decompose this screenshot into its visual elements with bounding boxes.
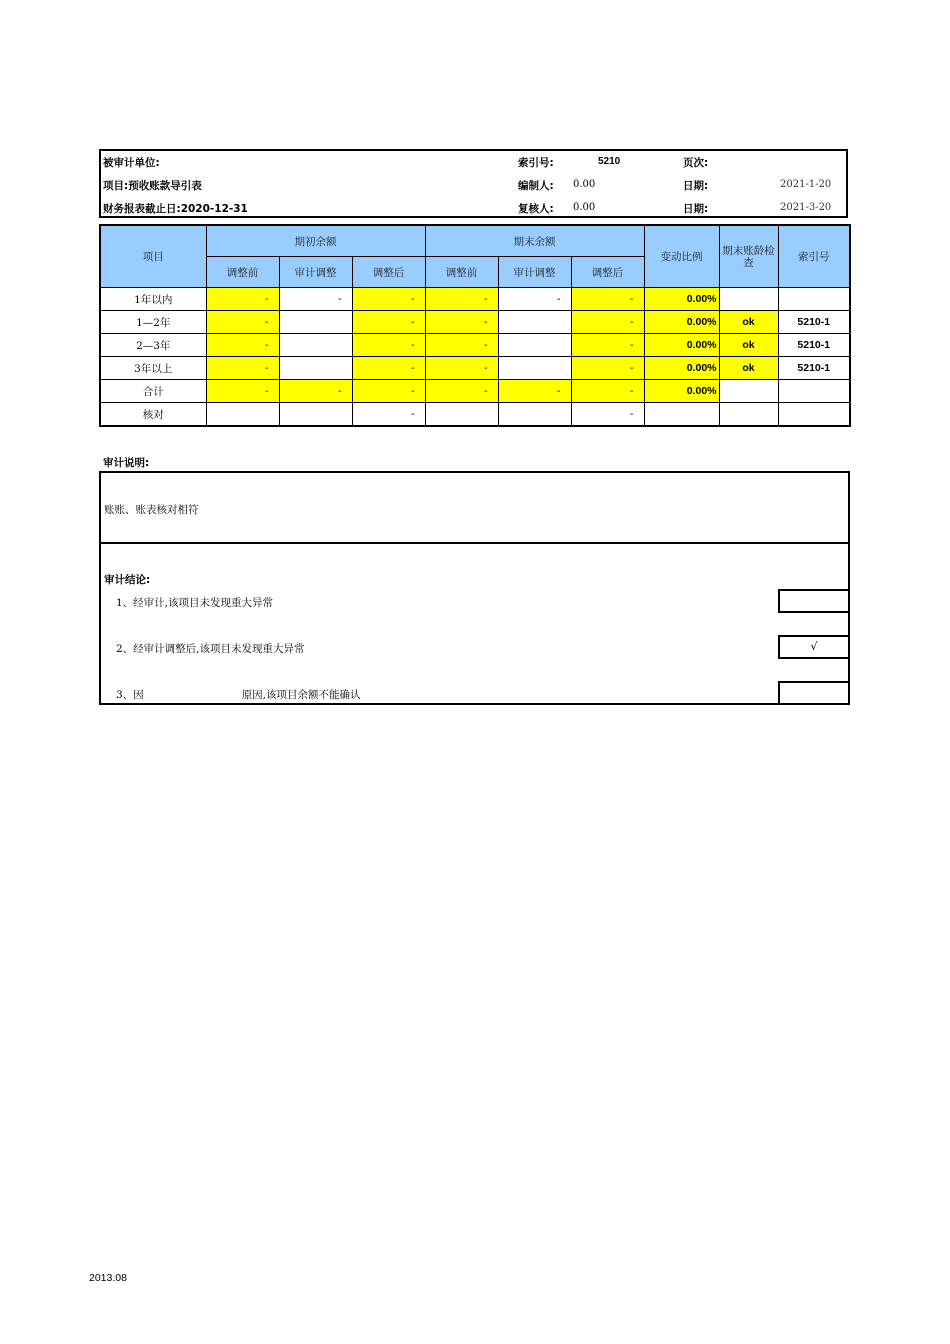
cell-begin-before: - bbox=[206, 311, 279, 334]
cell-begin-before: - bbox=[206, 334, 279, 357]
conclusion-2-checkbox[interactable]: √ bbox=[778, 635, 850, 659]
sub-after-end: 调整后 bbox=[571, 257, 644, 288]
header-change-ratio: 变动比例 bbox=[644, 225, 719, 288]
row-item: 1—2年 bbox=[100, 311, 206, 334]
sub-before-end: 调整前 bbox=[425, 257, 498, 288]
cell-end-audit bbox=[498, 403, 571, 427]
header-aging-check: 期末账龄检查 bbox=[719, 225, 778, 288]
cell-begin-after: - bbox=[352, 288, 425, 311]
conclusion-1-checkbox[interactable] bbox=[778, 589, 850, 613]
cell-end-before: - bbox=[425, 334, 498, 357]
cell-aging: ok bbox=[719, 334, 778, 357]
report-header bbox=[99, 149, 848, 218]
conclusion-3-prefix: 3、因 bbox=[116, 689, 144, 701]
header-index: 索引号 bbox=[778, 225, 850, 288]
sub-audit-end: 审计调整 bbox=[498, 257, 571, 288]
cell-aging bbox=[719, 288, 778, 311]
audit-notes-box bbox=[99, 471, 850, 705]
conclusion-3-suffix: 原因,该项目余额不能确认 bbox=[241, 689, 361, 701]
cell-change: 0.00% bbox=[644, 311, 719, 334]
cell-aging bbox=[719, 380, 778, 403]
table-row bbox=[100, 311, 850, 334]
cell-end-audit bbox=[498, 357, 571, 380]
cell-end-audit: - bbox=[498, 380, 571, 403]
cell-end-before bbox=[425, 403, 498, 427]
conclusion-3-checkbox[interactable] bbox=[778, 681, 850, 705]
audit-conclusion-title: 审计结论: bbox=[104, 574, 151, 586]
cell-end-after: - bbox=[571, 311, 644, 334]
cell-begin-audit bbox=[279, 403, 352, 427]
audited-unit-label: 被审计单位: bbox=[103, 157, 160, 169]
audit-notes-title: 审计说明: bbox=[103, 457, 150, 469]
footer-version: 2013.08 bbox=[89, 1272, 127, 1284]
conclusion-1: 1、经审计,该项目未发现重大异常 bbox=[116, 597, 274, 609]
cell-aging bbox=[719, 403, 778, 427]
cell-begin-after: - bbox=[352, 403, 425, 427]
page-label: 页次: bbox=[683, 157, 709, 169]
date-value-2: 2021-3-20 bbox=[780, 202, 832, 213]
date-label-2: 日期: bbox=[683, 203, 709, 215]
cell-change: 0.00% bbox=[644, 334, 719, 357]
cell-end-after: - bbox=[571, 357, 644, 380]
conclusion-2: 2、经审计调整后,该项目未发现重大异常 bbox=[116, 643, 305, 655]
row-item: 2—3年 bbox=[100, 334, 206, 357]
header-item: 项目 bbox=[100, 225, 206, 288]
reviewed-label: 复核人: bbox=[518, 203, 554, 215]
cell-begin-audit bbox=[279, 334, 352, 357]
sub-after-begin: 调整后 bbox=[352, 257, 425, 288]
cell-aging: ok bbox=[719, 311, 778, 334]
cell-change: 0.00% bbox=[644, 288, 719, 311]
row-item: 1年以内 bbox=[100, 288, 206, 311]
cell-begin-audit bbox=[279, 357, 352, 380]
header-opening-balance: 期初余额 bbox=[206, 225, 425, 257]
cell-end-before: - bbox=[425, 380, 498, 403]
table-row bbox=[100, 357, 850, 380]
cell-end-before: - bbox=[425, 288, 498, 311]
date-label-1: 日期: bbox=[683, 180, 709, 192]
cell-end-before: - bbox=[425, 357, 498, 380]
cell-change: 0.00% bbox=[644, 380, 719, 403]
cell-end-after: - bbox=[571, 288, 644, 311]
period-label: 财务报表截止日:2020-12-31 bbox=[103, 203, 248, 215]
cell-change bbox=[644, 403, 719, 427]
cell-begin-before bbox=[206, 403, 279, 427]
cell-begin-before: - bbox=[206, 288, 279, 311]
date-value-1: 2021-1-20 bbox=[780, 179, 832, 190]
cell-index: 5210-1 bbox=[778, 334, 850, 357]
cell-end-after: - bbox=[571, 380, 644, 403]
cell-begin-after: - bbox=[352, 334, 425, 357]
row-item: 合计 bbox=[100, 380, 206, 403]
cell-end-after: - bbox=[571, 334, 644, 357]
sub-before-begin: 调整前 bbox=[206, 257, 279, 288]
cell-end-audit bbox=[498, 334, 571, 357]
reviewed-value: 0.00 bbox=[573, 202, 596, 213]
table-row bbox=[100, 334, 850, 357]
header-closing-balance: 期末余额 bbox=[425, 225, 644, 257]
cell-end-audit: - bbox=[498, 288, 571, 311]
cell-change: 0.00% bbox=[644, 357, 719, 380]
cell-end-before: - bbox=[425, 311, 498, 334]
project-label: 项目:预收账款导引表 bbox=[103, 180, 202, 192]
cell-begin-audit: - bbox=[279, 288, 352, 311]
conclusion-3 bbox=[116, 687, 361, 702]
cell-end-audit bbox=[498, 311, 571, 334]
cell-index bbox=[778, 380, 850, 403]
table-row-check bbox=[100, 403, 850, 427]
row-item: 3年以上 bbox=[100, 357, 206, 380]
notes-divider bbox=[101, 542, 848, 544]
cell-index bbox=[778, 288, 850, 311]
cell-begin-audit: - bbox=[279, 380, 352, 403]
sub-audit-begin: 审计调整 bbox=[279, 257, 352, 288]
cell-begin-after: - bbox=[352, 357, 425, 380]
index-label: 索引号: bbox=[518, 157, 554, 169]
guide-table bbox=[99, 224, 851, 427]
audit-notes-text: 账账、账表核对相符 bbox=[104, 504, 199, 516]
cell-end-after: - bbox=[571, 403, 644, 427]
cell-index: 5210-1 bbox=[778, 311, 850, 334]
table-row-total bbox=[100, 380, 850, 403]
cell-begin-before: - bbox=[206, 380, 279, 403]
table-row bbox=[100, 288, 850, 311]
cell-begin-after: - bbox=[352, 311, 425, 334]
prepared-label: 编制人: bbox=[518, 180, 554, 192]
cell-begin-audit bbox=[279, 311, 352, 334]
index-value: 5210 bbox=[598, 156, 621, 167]
row-item: 核对 bbox=[100, 403, 206, 427]
prepared-value: 0.00 bbox=[573, 179, 596, 190]
cell-index: 5210-1 bbox=[778, 357, 850, 380]
cell-index bbox=[778, 403, 850, 427]
cell-begin-after: - bbox=[352, 380, 425, 403]
cell-begin-before: - bbox=[206, 357, 279, 380]
cell-aging: ok bbox=[719, 357, 778, 380]
